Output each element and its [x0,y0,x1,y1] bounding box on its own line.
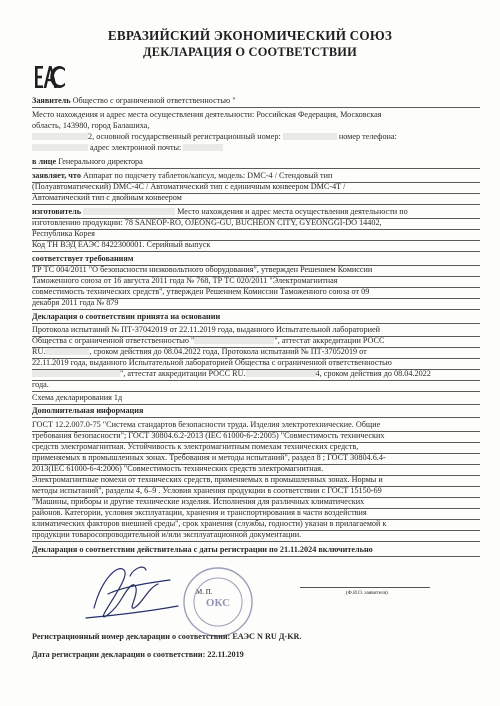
redaction [194,337,274,344]
registration-date: Дата регистрации декларации о соответствии: 22.11.2019 [32,650,244,659]
additional-line-10: климатических факторов внешней среды", срок хранения (службы, годности) указан в прилагаемой к [32,519,480,531]
basis-line-3 [32,347,480,359]
validity-line: Декларация о соответствии действительна с даты регистрации по 21.11.2024 включительно [32,545,480,557]
manufacturer-address-3: Республика Корея [32,229,480,241]
product-line-1: Аппарат по подсчету таблеток/капсул, модель: DMC-4 / Стендовый тип [82,171,333,180]
basis-line-1: Протокола испытаний № ПТ-37042019 от 22.11.2019 года, выданного Испытательной лабораторией [32,325,480,337]
signature-scribble [74,558,194,628]
email-label: адрес электронной почты: [90,143,182,152]
additional-line-6: Электромагнитные помехи от технических средств, применяемых в промышленных зонах. Нормы и [32,475,480,487]
ogrn-label: 2, основной государственный регистрационный номер: [88,132,281,141]
redaction [32,370,120,377]
additional-line-8: "Машины, приборы и другие технические изделия. Исполнения для различных климатических [32,497,480,509]
additional-label: Дополнительная информация [32,406,480,418]
additional-line-4: применяемых в промышленных зонах. Требования и методы испытаний", раздел 8 ; ГОСТ 30804.6.4- [32,453,480,465]
union-title: ЕВРАЗИЙСКИЙ ЭКОНОМИЧЕСКИЙ СОЮЗ [107,28,393,43]
basis-line-3b: , сроком действия до 08.04.2022 года, Протокола испытаний № ПТ-37052019 от [89,347,367,356]
hs-code: Код ТН ВЭД ЕАЭС 8422300001. Серийный выпуск [32,240,480,252]
applicant-address-3 [32,132,480,143]
basis-line-5a: ", аттестат аккредитации РОСС RU. [120,369,246,378]
signature-line [300,587,430,588]
additional-line-9: районов. Категории, условия эксплуатации, хранения и транспортирования в части воздействия [32,508,480,520]
redaction [83,208,175,215]
phone-label: номер телефона: [338,132,397,141]
additional-line-11: продукции товаросопроводительной и/или эксплуатационной документации. [32,530,480,542]
redaction [32,144,88,151]
requirements-line-1: ТР ТС 004/2011 "О безопасности низковольтного оборудования", утвержден Решением Комиссии [32,265,480,277]
additional-line-7: методы испытаний", разделы 4, 6–9 . Условия хранения продукции в соответствии с ГОСТ 15150-69 [32,486,480,498]
company-stamp [180,564,256,640]
applicant-name: Общество с ограниченной ответственностью " [72,96,236,105]
applicant-label: Заявитель [32,96,71,105]
redaction [183,144,223,151]
basis-line-5b: 4, сроком действия до 08.04.2022 [315,369,431,378]
additional-line-5: 2013(IEC 61000-6-4:2006) "Совместимость технических средств электромагнитная. [32,464,480,476]
manufacturer-line-1 [32,207,480,219]
basis-line-2b: ", аттестат аккредитации РОСС [274,336,385,345]
scheme: Схема декларирования 1д [32,393,480,405]
representative-line [32,157,480,169]
declares-label: заявляет, что [32,171,81,180]
basis-label: Декларация о соответствии принята на основании [32,312,480,324]
basis-line-4: 22.11.2019 года, выданного Испытательной лабораторией Общества с ограниченной ответственностью [32,358,480,370]
redaction [246,370,316,377]
applicant-address-1: Место нахождения и адрес места осуществления деятельности: Российская Федерация, Московская [32,110,382,119]
product-line-2: (Полуавтоматический) DMC-4С / Автоматический тип с единичным конвеером DMC-4T / [32,182,480,194]
manufacturer-address-2: изготовлению продукции: 78 SANEOP-RO, OJEONG-GU, BUCHEON CITY, GYEONGGI-DO 14402, [32,218,480,230]
basis-line-2 [32,336,480,348]
representative-label: в лице [32,157,57,166]
requirements-label: соответствует требованиям [32,254,480,266]
basis-line-5 [32,369,480,381]
document-title: ДЕКЛАРАЦИЯ О СООТВЕТСТВИИ [143,45,357,59]
product-line-3: Автоматический тип с двойным конвеером [32,193,480,205]
applicant-line [32,96,480,108]
additional-line-2: требования безопасности"; ГОСТ 30804.6.2-2013 (IEC 61000-6-2:2005) "Совместимость технических [32,431,480,443]
representative-value: Генерального директора [58,157,143,166]
seal-place-label: М. П. [196,588,213,596]
applicant-address-2: область, 143980, город Балашиха, [32,121,150,130]
registration-number: Регистрационный номер декларации о соответствии: ЕАЭС N RU Д-KR. [32,632,302,641]
basis-line-6: года. [32,380,480,392]
requirements-line-2: Таможенного союза от 16 августа 2011 года № 768, ТР ТС 020/2011 "Электромагнитная [32,276,480,288]
basis-line-2a: Общества с ограниченной ответственностью " [32,336,195,345]
redaction [283,133,337,140]
requirements-line-4: декабря 2011 года № 879 [32,298,480,310]
requirements-line-3: совместимость технических средств", утвержден Решением Комиссии Таможенного союза от 09 [32,287,480,299]
stamp-text: ОКС [205,597,231,609]
additional-line-3: средств электромагнитная. Устойчивость к электромагнитным помехам технических средств, [32,442,480,454]
eac-logo [34,64,66,90]
redaction [32,133,88,140]
additional-line-1: ГОСТ 12.2.007.0-75 "Система стандартов безопасности труда. Изделия электротехнические. Общие [32,420,480,432]
manufacturer-address-1: Место нахождения и адрес места осуществления деятельности по [177,207,408,216]
applicant-name-caption: (Ф.И.О. заявителя) [346,590,388,596]
basis-line-3a: RU. [32,347,46,356]
declares-line-1 [32,171,480,183]
redaction [45,348,89,355]
applicant-address-4 [32,143,480,154]
manufacturer-label: изготовитель [32,207,82,216]
